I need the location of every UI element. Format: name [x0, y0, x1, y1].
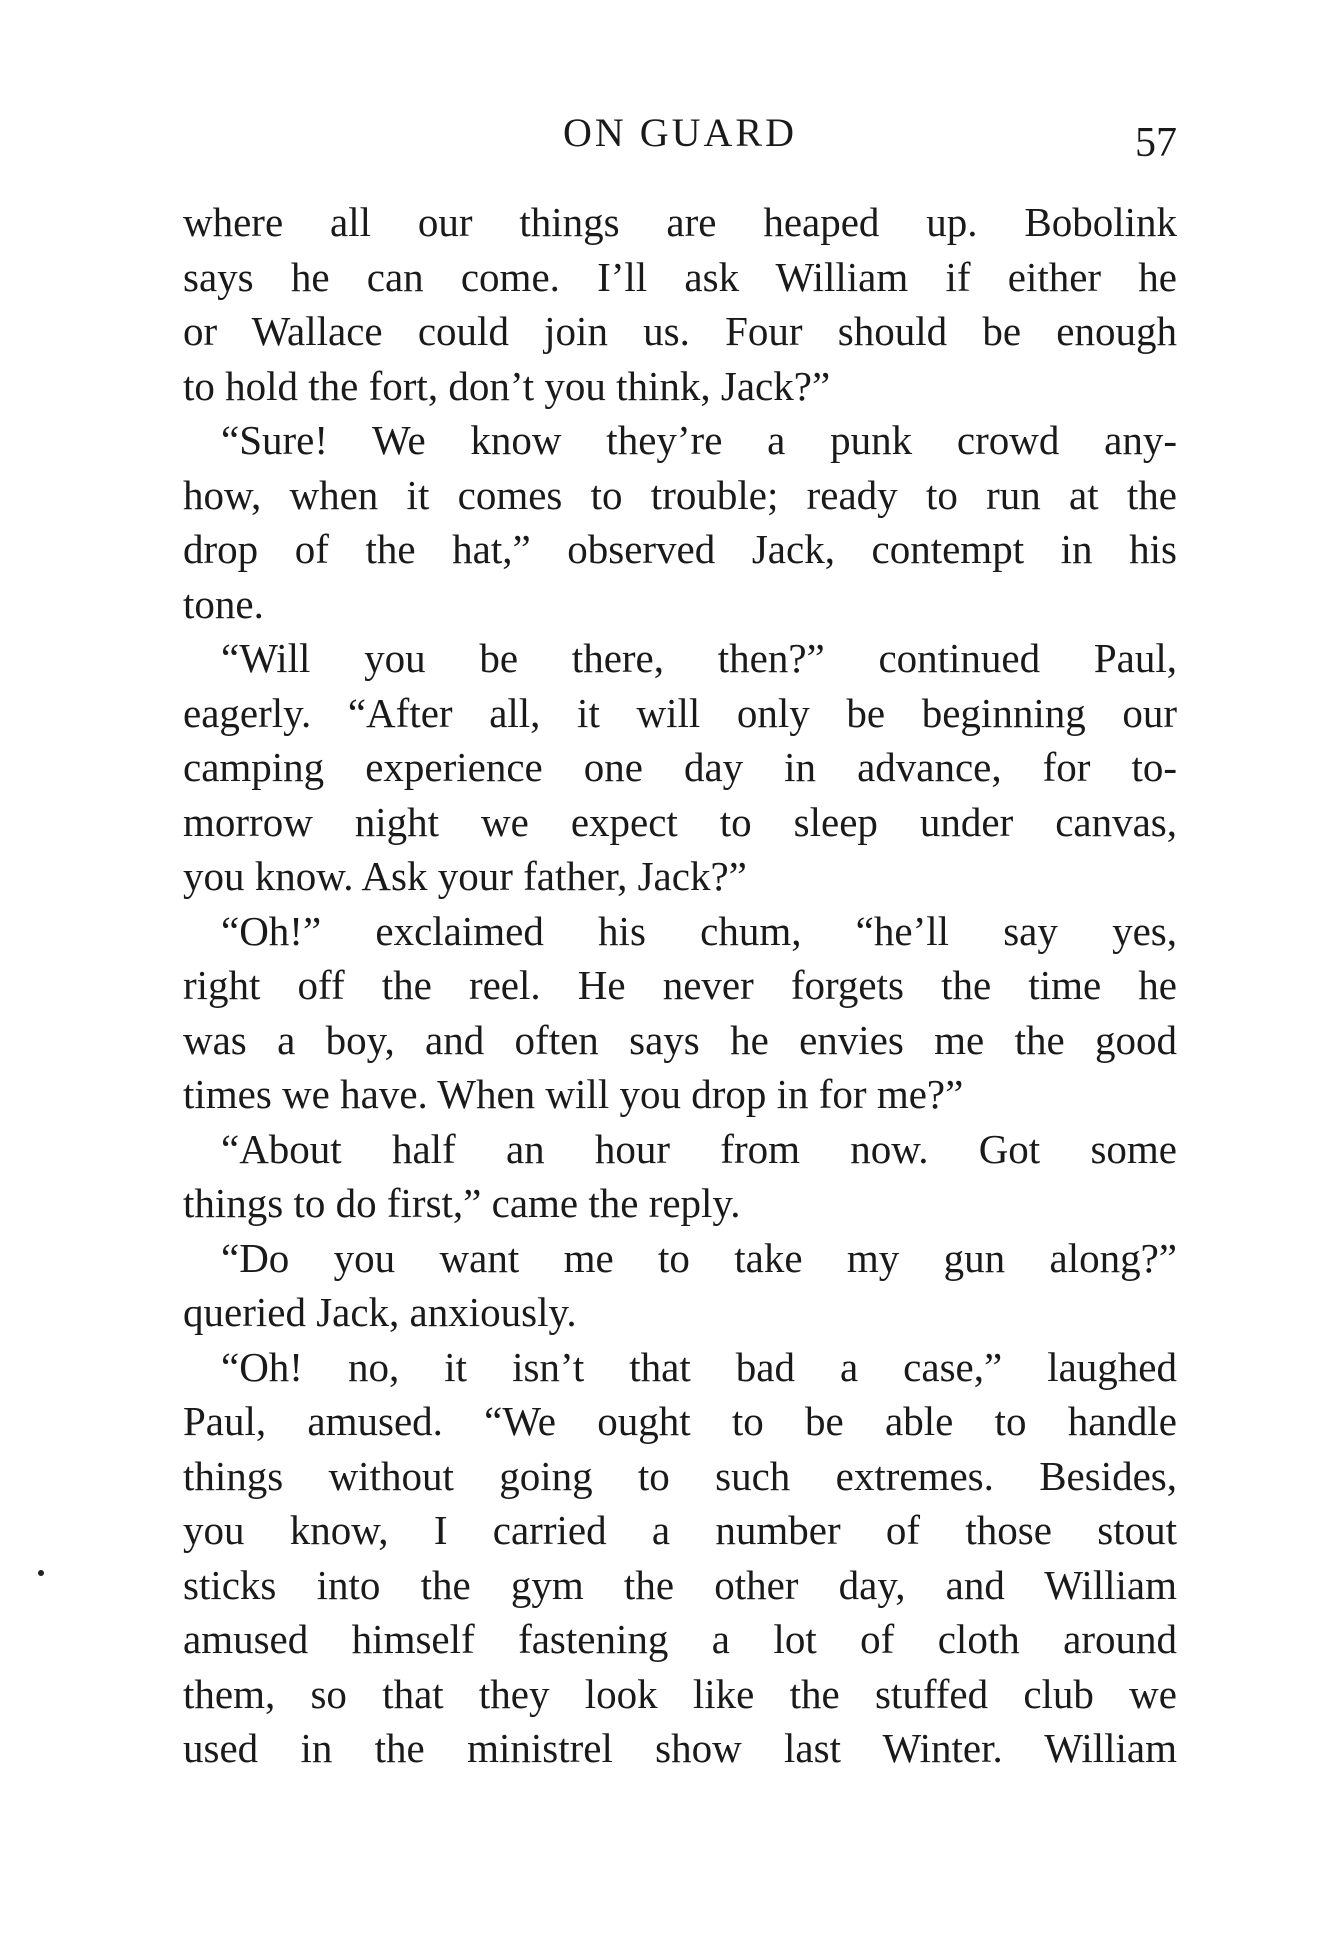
page-number: 57 — [1135, 120, 1177, 166]
text-line: “Oh! no, it isn’t that bad a case,” laughed — [221, 1343, 1177, 1390]
text-line: tone. — [183, 580, 264, 627]
text-line: right off the reel. He never forgets the time he — [183, 962, 1177, 1008]
text-line: or Wallace could join us. Four should be enough — [183, 308, 1177, 354]
text-line: used in the ministrel show last Winter. William — [183, 1725, 1177, 1771]
body-text — [183, 195, 1177, 1776]
text-line: Paul, amused. “We ought to be able to handle — [183, 1398, 1177, 1444]
text-line: says he can come. I’ll ask William if either he — [183, 253, 1177, 300]
text-line: camping experience one day in advance, for to- — [183, 744, 1177, 790]
running-title: ON GUARD — [563, 110, 797, 155]
text-line: morrow night we expect to sleep under canvas, — [183, 798, 1177, 845]
text-line: how, when it comes to trouble; ready to run at the — [183, 471, 1177, 518]
text-line: “Sure! We know they’re a punk crowd any- — [221, 417, 1177, 463]
text-line: “Oh!” exclaimed his chum, “he’ll say yes, — [221, 907, 1177, 954]
text-line: “Do you want me to take my gun along?” — [221, 1234, 1177, 1281]
text-line: was a boy, and often says he envies me the good — [183, 1016, 1177, 1063]
print-speck — [38, 1570, 44, 1576]
text-line: “Will you be there, then?” continued Paul, — [221, 635, 1177, 681]
text-line: times we have. When will you drop in for me?” — [183, 1071, 964, 1117]
text-line: where all our things are heaped up. Bobolink — [183, 199, 1177, 245]
text-line: sticks into the gym the other day, and William — [183, 1561, 1177, 1608]
running-head — [183, 108, 1177, 168]
text-line: you know. Ask your father, Jack?” — [183, 853, 747, 899]
text-line: to hold the fort, don’t you think, Jack?” — [183, 362, 831, 409]
text-line: “About half an hour from now. Got some — [221, 1125, 1177, 1172]
text-line: drop of the hat,” observed Jack, contempt in his — [183, 526, 1177, 572]
text-line: queried Jack, anxiously. — [183, 1289, 577, 1335]
text-line: things to do first,” came the reply. — [183, 1180, 741, 1226]
text-line: you know, I carried a number of those stout — [183, 1507, 1177, 1553]
text-line: eagerly. “After all, it will only be beginning our — [183, 689, 1177, 736]
text-line: them, so that they look like the stuffed club we — [183, 1670, 1177, 1717]
text-line: things without going to such extremes. Besides, — [183, 1452, 1177, 1499]
text-line: amused himself fastening a lot of cloth around — [183, 1616, 1177, 1662]
